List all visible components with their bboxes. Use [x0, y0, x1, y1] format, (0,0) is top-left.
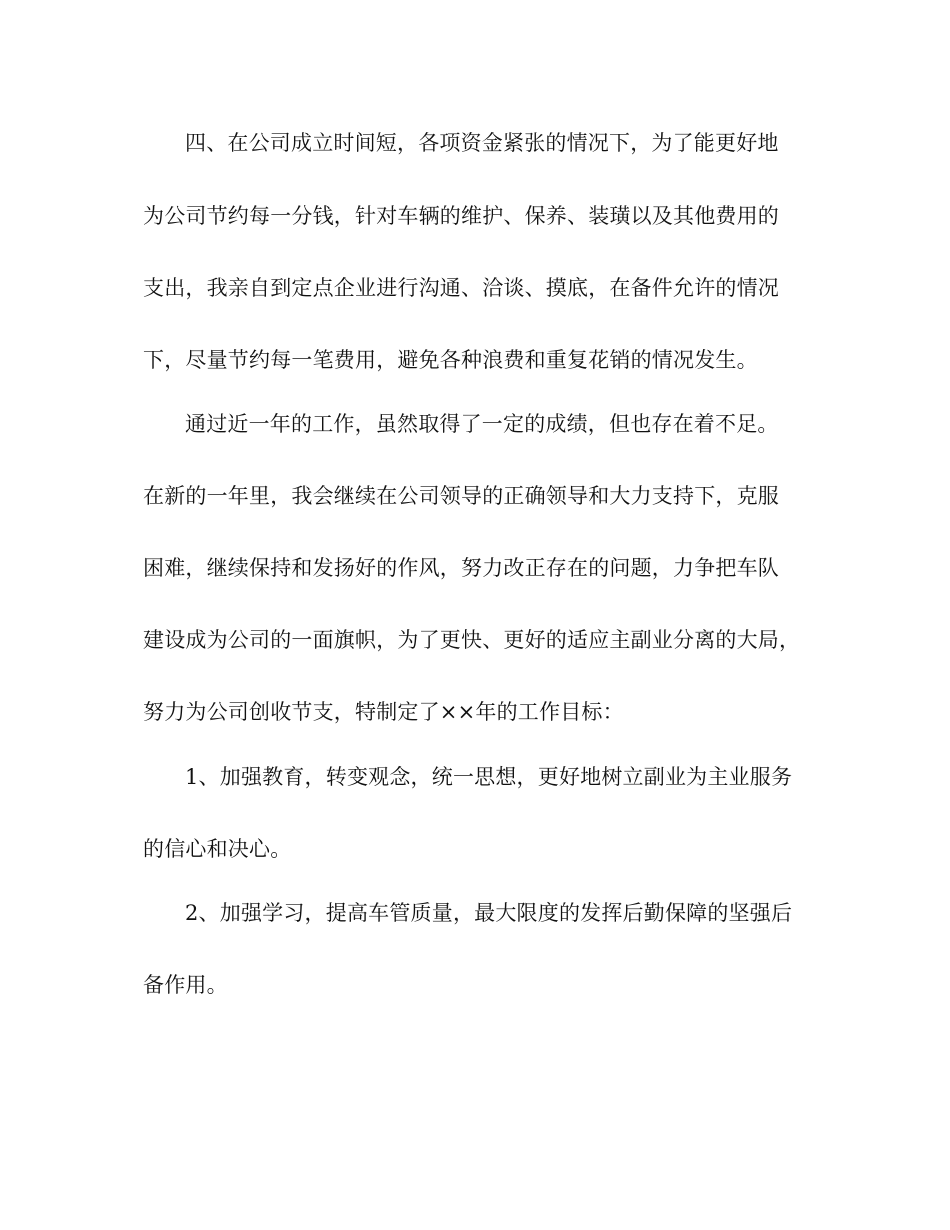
- paragraph-4-line-4: 下，尽量节约每一笔费用，避免各种浪费和重复花销的情况发生。: [143, 348, 758, 372]
- paragraph-4-line-3: 支出，我亲自到定点企业进行沟通、洽谈、摸底，在备件允许的情况: [143, 276, 779, 300]
- summary-paragraph-line-2: 在新的一年里，我会继续在公司领导的正确领导和大力支持下，克服: [143, 484, 779, 508]
- summary-paragraph-line-1: 通过近一年的工作，虽然取得了一定的成绩，但也存在着不足。: [185, 412, 779, 436]
- summary-paragraph-line-3: 困难，继续保持和发扬好的作风，努力改正存在的问题，力争把车队: [143, 556, 779, 580]
- paragraph-4-line-1: 四、在公司成立时间短，各项资金紧张的情况下，为了能更好地: [185, 131, 779, 155]
- goal-1-line-1: 1、加强教育，转变观念，统一思想，更好地树立副业为主业服务: [185, 765, 793, 789]
- summary-paragraph-line-4: 建设成为公司的一面旗帜，为了更快、更好的适应主副业分离的大局，: [143, 628, 801, 652]
- paragraph-4-line-2: 为公司节约每一分钱，针对车辆的维护、保养、装璜以及其他费用的: [143, 204, 779, 228]
- goal-1-line-2: 的信心和决心。: [143, 837, 292, 861]
- goal-2-line-1: 2、加强学习，提高车管质量，最大限度的发挥后勤保障的坚强后: [185, 901, 793, 925]
- goal-2-line-2: 备作用。: [143, 973, 228, 997]
- summary-paragraph-line-5: 努力为公司创收节支，特制定了××年的工作目标：: [143, 700, 624, 724]
